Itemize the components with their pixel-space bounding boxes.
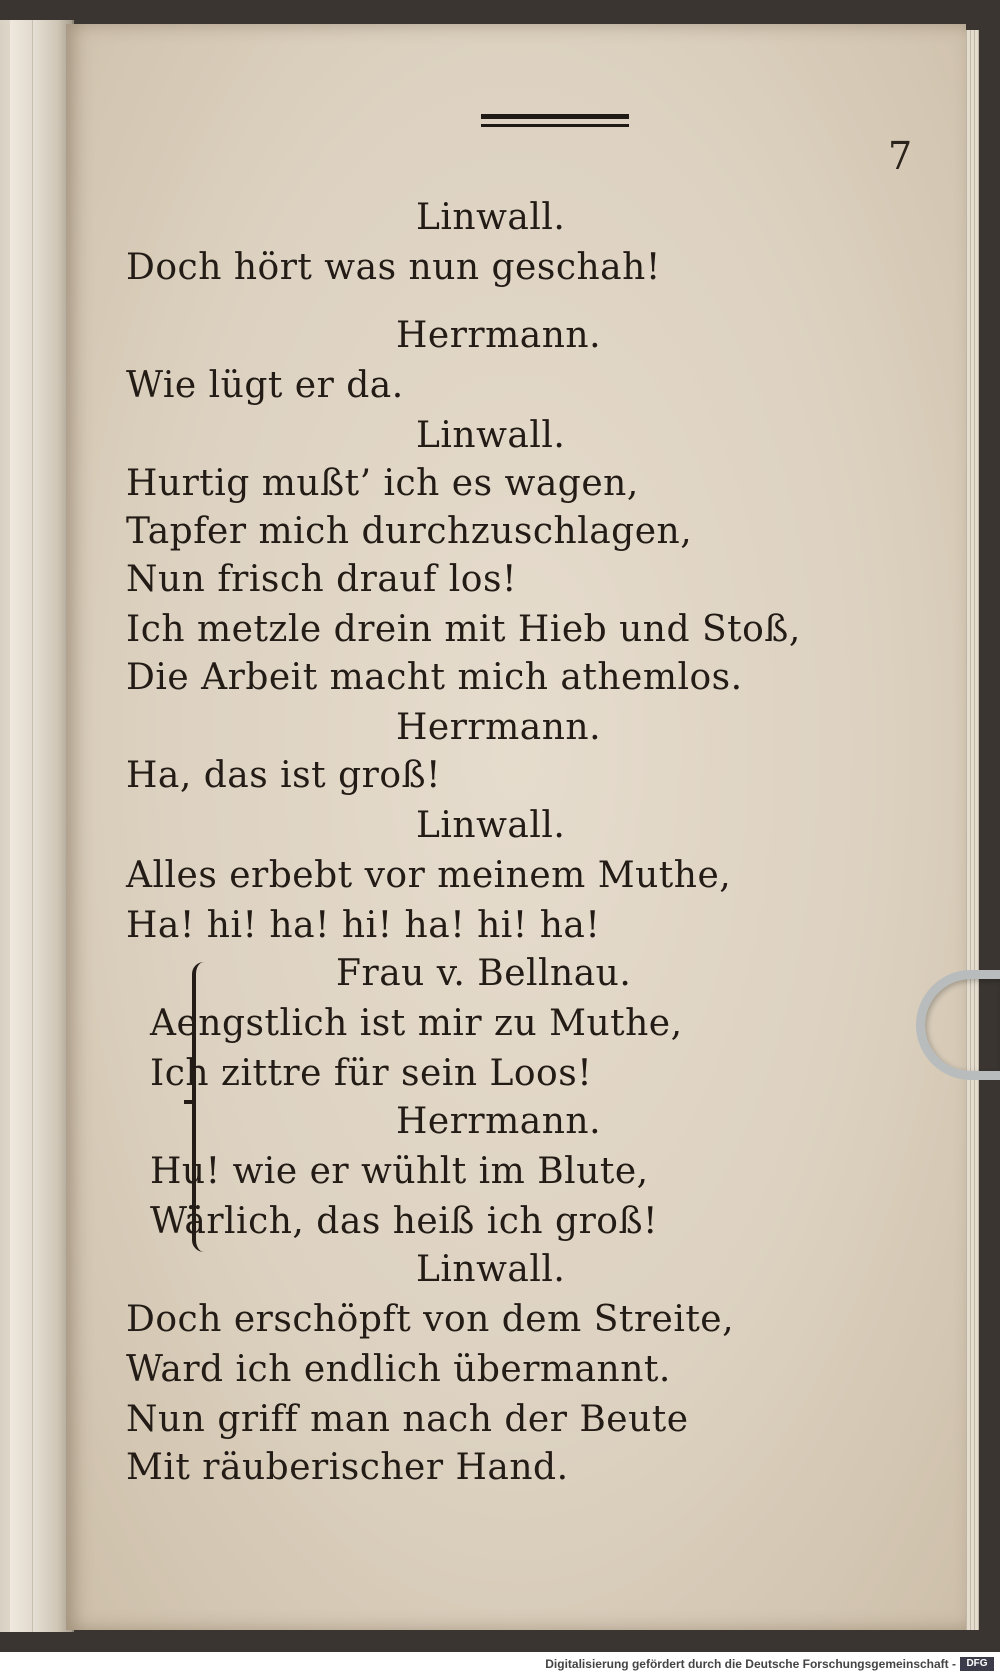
verse-line: Ha, das ist groß! (126, 755, 442, 796)
speaker-name: Linwall. (416, 197, 566, 238)
verse-line: Wie lügt er da. (126, 365, 404, 406)
verse-line: Ha! hi! ha! hi! ha! hi! ha! (126, 905, 601, 946)
speaker-name: Linwall. (416, 805, 566, 846)
verse-line: Ich zittre für sein Loos! (150, 1053, 593, 1094)
speaker-name: Linwall. (416, 1249, 566, 1290)
page-number: 7 (888, 134, 913, 178)
speaker-name: Herrmann. (396, 1101, 602, 1142)
verse-line: Aengstlich ist mir zu Muthe, (150, 1003, 683, 1044)
verse-line: Doch hört was nun geschah! (126, 247, 661, 288)
verse-line: Wärlich, das heiß ich groß! (150, 1201, 658, 1242)
left-page-edge (10, 20, 33, 1632)
speaker-name: Herrmann. (396, 707, 602, 748)
footer-credit: Digitalisierung gefördert durch die Deutsche Forschungsgemeinschaft - (545, 1657, 956, 1671)
verse-line: Doch erschöpft von dem Streite, (126, 1299, 735, 1340)
verse-line: Nun griff man nach der Beute (126, 1399, 689, 1440)
verse-line: Nun frisch drauf los! (126, 559, 517, 600)
header-rule (481, 114, 629, 119)
verse-line: Ich metzle drein mit Hieb und Stoß, (126, 609, 801, 650)
speaker-name: Frau v. Bellnau. (336, 953, 632, 994)
verse-line: Tapfer mich durchzuschlagen, (126, 511, 693, 552)
verse-line: Ward ich endlich übermannt. (126, 1349, 671, 1390)
speaker-name: Linwall. (416, 415, 566, 456)
book-page (66, 24, 966, 1630)
verse-line: Hurtig mußt’ ich es wagen, (126, 463, 639, 504)
header-rule-thin (481, 124, 629, 127)
left-page-edges (0, 20, 74, 1632)
verse-line: Hu! wie er wühlt im Blute, (150, 1151, 649, 1192)
dfg-logo: DFG (960, 1657, 994, 1671)
verse-line: Alles erbebt vor meinem Muthe, (126, 855, 732, 896)
speaker-name: Herrmann. (396, 315, 602, 356)
verse-line: Mit räuberischer Hand. (126, 1447, 569, 1488)
bracket-tip (184, 1100, 196, 1104)
verse-line: Die Arbeit macht mich athemlos. (126, 657, 743, 698)
footer-bar (0, 1652, 1000, 1677)
